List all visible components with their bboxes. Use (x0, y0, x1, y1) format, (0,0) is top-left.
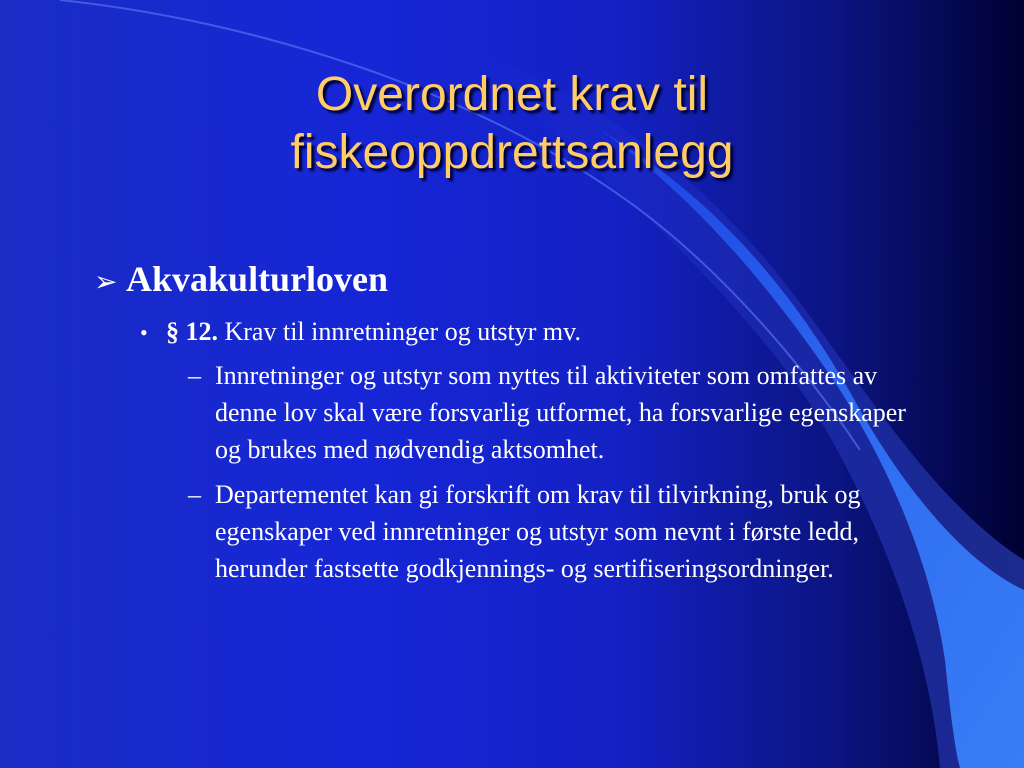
title-line-2: fiskeoppdrettsanlegg (290, 126, 734, 179)
slide-body (94, 258, 944, 587)
paragraph-1: Innretninger og utstyr som nyttes til aktiviteter som omfattes av denne lov skal være forsvarlig utformet, ha forsvarlige egenskaper og brukes med nødvendig aktsomhet. (215, 361, 906, 464)
arrow-bullet-icon: ➢ (94, 267, 118, 298)
section-line (166, 316, 581, 348)
section-number: § 12. (166, 317, 218, 346)
slide-title (0, 66, 1024, 182)
section-title: Krav til innretninger og utstyr mv. (224, 317, 581, 346)
title-line-1: Overordnet krav til (315, 68, 709, 121)
dash-bullet-icon: – (188, 361, 201, 390)
heading-text: Akvakulturloven (126, 259, 389, 299)
heading-item (94, 258, 944, 304)
paragraph-2: Departementet kan gi forskrift om krav til tilvirkning, bruk og egenskaper ved innretninger og utstyr som nevnt i første ledd, herunder fastsette godkjennings- og sertifiseringsordninger. (215, 480, 861, 583)
paragraph-item-1 (188, 357, 928, 468)
dash-bullet-icon: – (188, 480, 201, 509)
dot-bullet-icon: • (140, 320, 148, 345)
paragraph-item-2 (188, 476, 928, 587)
section-item (140, 316, 944, 349)
